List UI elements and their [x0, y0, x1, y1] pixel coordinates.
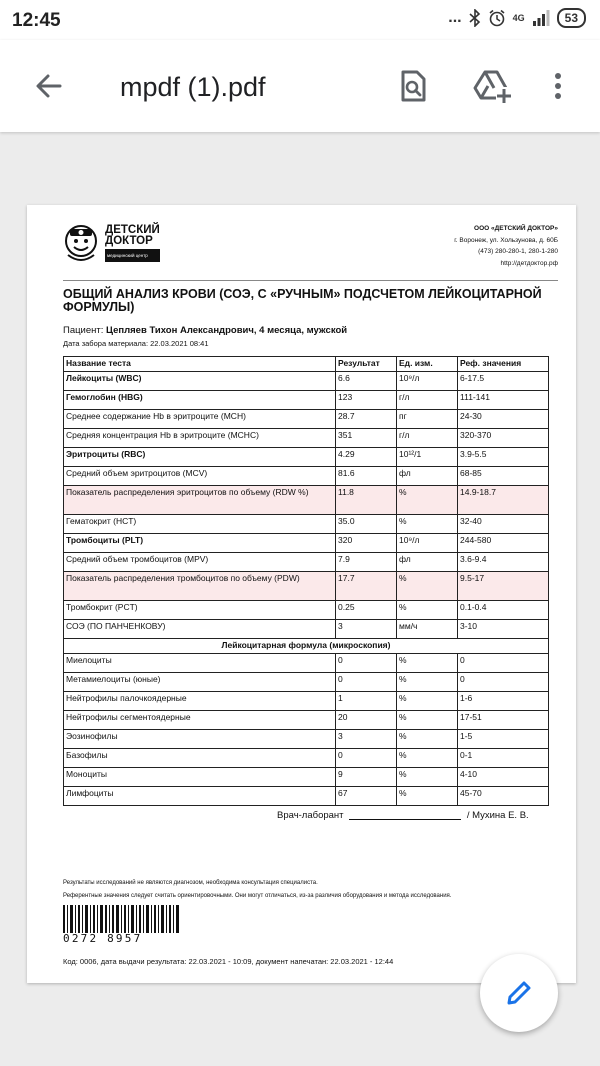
table-row: [64, 768, 549, 787]
cell-ref: 244-580: [458, 534, 549, 553]
cell-name: Средний объем тромбоцитов (MPV): [64, 553, 336, 572]
cell-name: Эритроциты (RBC): [64, 448, 336, 467]
section-title: Лейкоцитарная формула (микроскопия): [64, 639, 549, 654]
table-row: [64, 467, 549, 486]
divider: [63, 280, 558, 281]
cell-ref: 45-70: [458, 787, 549, 806]
status-icons: [448, 8, 586, 28]
signal-icon: [532, 10, 550, 26]
cell-unit: пг: [397, 410, 458, 429]
org-site: http://детдоктор.рф: [500, 259, 558, 267]
table-row: [64, 601, 549, 620]
cell-unit: г/л: [397, 429, 458, 448]
cell-ref: 0: [458, 654, 549, 673]
table-row: [64, 654, 549, 673]
cell-unit: фл: [397, 467, 458, 486]
table-row: [64, 410, 549, 429]
cell-result: 11.8: [336, 486, 397, 515]
logo-wordmark: ДЕТСКИЙ ДОКТОР медицинский центр: [105, 225, 160, 262]
table-row: [64, 692, 549, 711]
network-type: 4G: [512, 13, 525, 23]
patient-name: Цепляев Тихон Александрович, 4 месяца, мужской: [106, 325, 348, 336]
table-row: [64, 429, 549, 448]
table-row: [64, 711, 549, 730]
cell-unit: %: [397, 768, 458, 787]
analysis-title: ОБЩИЙ АНАЛИЗ КРОВИ (СОЭ, С «РУЧНЫМ» ПОДСЧЕТОМ ЛЕЙКОЦИТАРНОЙ ФОРМУЛЫ): [63, 287, 542, 314]
cell-ref: 24-30: [458, 410, 549, 429]
find-in-page-icon[interactable]: [393, 66, 433, 106]
cell-result: 9: [336, 768, 397, 787]
pdf-page: [27, 205, 576, 983]
table-row: [64, 673, 549, 692]
cell-ref: 4-10: [458, 768, 549, 787]
org-name: ООО «ДЕТСКИЙ ДОКТОР»: [474, 225, 558, 232]
cell-result: 4.29: [336, 448, 397, 467]
cell-name: Моноциты: [64, 768, 336, 787]
cell-unit: %: [397, 601, 458, 620]
cell-unit: %: [397, 515, 458, 534]
bluetooth-icon: [469, 9, 481, 27]
cell-unit: %: [397, 711, 458, 730]
table-row: [64, 572, 549, 601]
cell-name: СОЭ (ПО ПАНЧЕНКОВУ): [64, 620, 336, 639]
doctor-mascot-icon: [63, 223, 99, 263]
cell-result: 0: [336, 654, 397, 673]
cell-unit: 10⁹/л: [397, 372, 458, 391]
cell-ref: 0-1: [458, 749, 549, 768]
cell-unit: 10⁹/л: [397, 534, 458, 553]
reference-note: Референтные значения следует считать ориентировочными. Они могут отличаться, из-за различия оборудования и метода исследования.: [63, 893, 452, 899]
cell-unit: %: [397, 486, 458, 515]
cell-name: Показатель распределения эритроцитов по объему (RDW %): [64, 486, 336, 515]
cell-result: 123: [336, 391, 397, 410]
cell-ref: 68-85: [458, 467, 549, 486]
cell-result: 3: [336, 620, 397, 639]
pencil-icon: [505, 979, 533, 1007]
cell-name: Миелоциты: [64, 654, 336, 673]
cell-ref: 32-40: [458, 515, 549, 534]
edit-fab[interactable]: [480, 954, 558, 1032]
cell-unit: %: [397, 572, 458, 601]
cell-name: Среднее содержание Hb в эритроците (MCH): [64, 410, 336, 429]
cell-result: 351: [336, 429, 397, 448]
header-unit: Ед. изм.: [397, 357, 458, 372]
cell-ref: 3-10: [458, 620, 549, 639]
cell-result: 81.6: [336, 467, 397, 486]
table-row: [64, 515, 549, 534]
more-options-icon[interactable]: [546, 66, 570, 106]
cell-unit: %: [397, 654, 458, 673]
cell-unit: %: [397, 787, 458, 806]
patient-line: Пациент: Цепляев Тихон Александрович, 4 месяца, мужской: [63, 325, 348, 336]
cell-name: Средняя концентрация Hb в эритроците (MCHC): [64, 429, 336, 448]
cell-ref: 1-5: [458, 730, 549, 749]
table-row: [64, 620, 549, 639]
cell-name: Базофилы: [64, 749, 336, 768]
header-name: Название теста: [64, 357, 336, 372]
organization-info: [454, 223, 558, 269]
signature-label: Врач-лаборант: [277, 810, 344, 821]
cell-ref: 320-370: [458, 429, 549, 448]
cell-ref: 3.9-5.5: [458, 448, 549, 467]
cell-unit: %: [397, 673, 458, 692]
cell-result: 7.9: [336, 553, 397, 572]
cell-ref: 111-141: [458, 391, 549, 410]
clinic-logo: [63, 223, 160, 263]
status-time: 12:45: [12, 10, 61, 31]
cell-ref: 0.1-0.4: [458, 601, 549, 620]
cell-name: Лейкоциты (WBC): [64, 372, 336, 391]
cell-unit: %: [397, 749, 458, 768]
cell-ref: 9.5-17: [458, 572, 549, 601]
cell-result: 20: [336, 711, 397, 730]
cell-ref: 1-6: [458, 692, 549, 711]
table-row: [64, 749, 549, 768]
status-bar: [0, 0, 600, 40]
cell-result: 0.25: [336, 601, 397, 620]
cell-name: Метамиелоциты (юные): [64, 673, 336, 692]
cell-name: Гематокрит (HCT): [64, 515, 336, 534]
barcode: [63, 905, 179, 933]
cell-name: Эозинофилы: [64, 730, 336, 749]
table-row: [64, 391, 549, 410]
header-ref: Реф. значения: [458, 357, 549, 372]
cell-ref: 14.9-18.7: [458, 486, 549, 515]
cell-result: 28.7: [336, 410, 397, 429]
cell-unit: 10¹²/1: [397, 448, 458, 467]
signature-line: [277, 810, 529, 821]
cell-unit: фл: [397, 553, 458, 572]
document-footer: Код: 0006, дата выдачи результата: 22.03.2021 - 10:09, документ напечатан: 22.03.2021 - 12:44: [63, 957, 394, 966]
cell-result: 3: [336, 730, 397, 749]
notification-dots: ...: [448, 9, 462, 26]
cell-result: 6.6: [336, 372, 397, 391]
document-title: mpdf (1).pdf: [120, 72, 266, 102]
section-row: [64, 639, 549, 654]
table-row: [64, 372, 549, 391]
cell-result: 1: [336, 692, 397, 711]
app-bar: [0, 40, 600, 132]
signature-name: / Мухина Е. В.: [466, 810, 529, 821]
disclaimer-note: Результаты исследований не являются диагнозом, необходима консультация специалиста.: [63, 880, 318, 886]
cell-unit: %: [397, 730, 458, 749]
table-row: [64, 730, 549, 749]
cell-name: Тромбокрит (PCT): [64, 601, 336, 620]
cell-ref: 3.6-9.4: [458, 553, 549, 572]
org-address: г. Воронеж, ул. Хользунова, д. 60Б: [454, 236, 558, 244]
barcode-number: 0272 8957: [63, 932, 143, 945]
cell-ref: 17-51: [458, 711, 549, 730]
table-row: [64, 448, 549, 467]
cell-name: Нейтрофилы палочкоядерные: [64, 692, 336, 711]
cell-name: Средний объем эритроцитов (MCV): [64, 467, 336, 486]
cell-unit: г/л: [397, 391, 458, 410]
table-row: [64, 486, 549, 515]
cell-name: Лимфоциты: [64, 787, 336, 806]
add-to-drive-icon[interactable]: [472, 66, 512, 106]
cell-result: 17.7: [336, 572, 397, 601]
cell-name: Гемоглобин (HBG): [64, 391, 336, 410]
sample-date: Дата забора материала: 22.03.2021 08:41: [63, 339, 209, 348]
table-row: [64, 553, 549, 572]
table-row: [64, 534, 549, 553]
cell-result: 320: [336, 534, 397, 553]
table-row: [64, 787, 549, 806]
cell-result: 0: [336, 749, 397, 768]
cell-result: 35.0: [336, 515, 397, 534]
cell-result: 67: [336, 787, 397, 806]
alarm-icon: [488, 9, 506, 27]
org-phone: (473) 280-280-1, 280-1-280: [478, 248, 558, 255]
cell-name: Нейтрофилы сегментоядерные: [64, 711, 336, 730]
cell-name: Тромбоциты (PLT): [64, 534, 336, 553]
table-header: [64, 357, 549, 372]
cell-ref: 6-17.5: [458, 372, 549, 391]
battery-indicator: 53: [557, 8, 586, 28]
cell-ref: 0: [458, 673, 549, 692]
cell-unit: %: [397, 692, 458, 711]
signature-blank: [349, 819, 461, 820]
cell-name: Показатель распределения тромбоцитов по объему (PDW): [64, 572, 336, 601]
cell-unit: мм/ч: [397, 620, 458, 639]
header-result: Результат: [336, 357, 397, 372]
back-arrow-icon[interactable]: [30, 66, 70, 106]
results-table: [63, 356, 549, 806]
cell-result: 0: [336, 673, 397, 692]
